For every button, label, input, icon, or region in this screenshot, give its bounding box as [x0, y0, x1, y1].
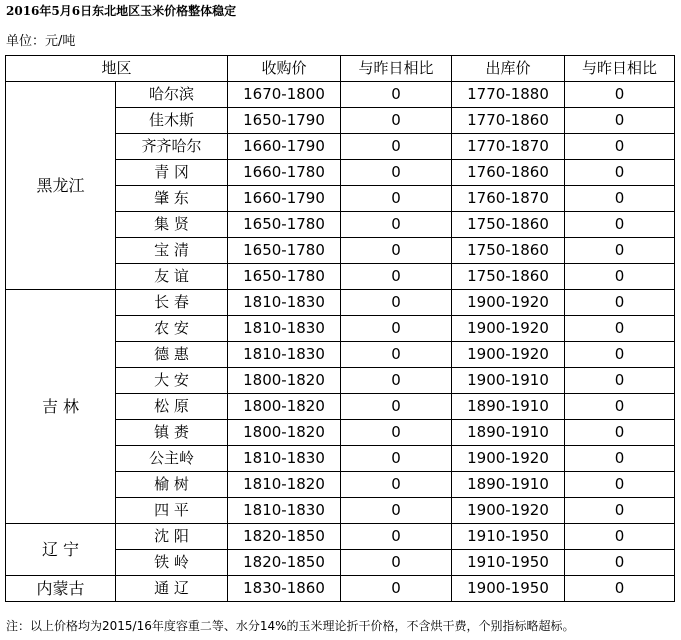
city-cell: 公主岭: [116, 446, 228, 472]
outbound-price-cell: 1890-1910: [452, 472, 565, 498]
purchase-price-cell: 1810-1820: [228, 472, 341, 498]
outbound-price-cell: 1750-1860: [452, 264, 565, 290]
purchase-price-cell: 1650-1790: [228, 108, 341, 134]
purchase-change-cell: 0: [341, 212, 452, 238]
outbound-price-cell: 1900-1950: [452, 576, 565, 602]
outbound-price-cell: 1770-1860: [452, 108, 565, 134]
purchase-price-cell: 1830-1860: [228, 576, 341, 602]
outbound-price-cell: 1900-1920: [452, 446, 565, 472]
header-purchase-change: 与昨日相比: [341, 56, 452, 82]
outbound-price-cell: 1890-1910: [452, 420, 565, 446]
outbound-price-cell: 1910-1950: [452, 524, 565, 550]
unit-label: 单位：元/吨: [6, 34, 76, 49]
outbound-price-cell: 1900-1910: [452, 368, 565, 394]
city-cell: 榆 树: [116, 472, 228, 498]
purchase-price-cell: 1820-1850: [228, 550, 341, 576]
purchase-price-cell: 1660-1790: [228, 186, 341, 212]
city-cell: 长 春: [116, 290, 228, 316]
header-region: 地区: [6, 56, 228, 82]
city-cell: 哈尔滨: [116, 82, 228, 108]
outbound-price-cell: 1890-1910: [452, 394, 565, 420]
outbound-change-cell: 0: [565, 420, 675, 446]
outbound-change-cell: 0: [565, 186, 675, 212]
purchase-price-cell: 1810-1830: [228, 342, 341, 368]
city-cell: 齐齐哈尔: [116, 134, 228, 160]
city-cell: 肇 东: [116, 186, 228, 212]
outbound-change-cell: 0: [565, 134, 675, 160]
outbound-price-cell: 1750-1860: [452, 212, 565, 238]
outbound-price-cell: 1900-1920: [452, 290, 565, 316]
outbound-change-cell: 0: [565, 212, 675, 238]
outbound-change-cell: 0: [565, 82, 675, 108]
outbound-change-cell: 0: [565, 446, 675, 472]
city-cell: 青 冈: [116, 160, 228, 186]
outbound-price-cell: 1900-1920: [452, 498, 565, 524]
purchase-change-cell: 0: [341, 368, 452, 394]
outbound-change-cell: 0: [565, 160, 675, 186]
purchase-price-cell: 1810-1830: [228, 446, 341, 472]
header-purchase-price: 收购价: [228, 56, 341, 82]
purchase-change-cell: 0: [341, 316, 452, 342]
city-cell: 沈 阳: [116, 524, 228, 550]
city-cell: 松 原: [116, 394, 228, 420]
city-cell: 镇 赉: [116, 420, 228, 446]
purchase-price-cell: 1650-1780: [228, 212, 341, 238]
table-header-row: [6, 56, 675, 82]
outbound-price-cell: 1900-1920: [452, 316, 565, 342]
purchase-change-cell: 0: [341, 420, 452, 446]
purchase-change-cell: 0: [341, 550, 452, 576]
outbound-change-cell: 0: [565, 264, 675, 290]
purchase-change-cell: 0: [341, 446, 452, 472]
city-cell: 铁 岭: [116, 550, 228, 576]
header-outbound-change: 与昨日相比: [565, 56, 675, 82]
purchase-change-cell: 0: [341, 524, 452, 550]
purchase-price-cell: 1670-1800: [228, 82, 341, 108]
purchase-change-cell: 0: [341, 472, 452, 498]
outbound-change-cell: 0: [565, 524, 675, 550]
outbound-price-cell: 1770-1870: [452, 134, 565, 160]
city-cell: 通 辽: [116, 576, 228, 602]
purchase-change-cell: 0: [341, 498, 452, 524]
outbound-change-cell: 0: [565, 342, 675, 368]
table-row: [6, 82, 675, 108]
city-cell: 大 安: [116, 368, 228, 394]
outbound-change-cell: 0: [565, 576, 675, 602]
city-cell: 德 惠: [116, 342, 228, 368]
city-cell: 集 贤: [116, 212, 228, 238]
purchase-change-cell: 0: [341, 290, 452, 316]
purchase-price-cell: 1650-1780: [228, 238, 341, 264]
city-cell: 四 平: [116, 498, 228, 524]
purchase-change-cell: 0: [341, 134, 452, 160]
purchase-price-cell: 1810-1830: [228, 290, 341, 316]
outbound-price-cell: 1760-1860: [452, 160, 565, 186]
purchase-change-cell: 0: [341, 264, 452, 290]
purchase-price-cell: 1650-1780: [228, 264, 341, 290]
region-cell: 辽 宁: [6, 524, 116, 576]
purchase-change-cell: 0: [341, 576, 452, 602]
purchase-price-cell: 1820-1850: [228, 524, 341, 550]
purchase-price-cell: 1800-1820: [228, 394, 341, 420]
purchase-price-cell: 1810-1830: [228, 498, 341, 524]
outbound-price-cell: 1910-1950: [452, 550, 565, 576]
purchase-price-cell: 1660-1790: [228, 134, 341, 160]
table-row: [6, 290, 675, 316]
outbound-change-cell: 0: [565, 368, 675, 394]
outbound-price-cell: 1770-1880: [452, 82, 565, 108]
purchase-change-cell: 0: [341, 342, 452, 368]
outbound-change-cell: 0: [565, 316, 675, 342]
table-body: [6, 82, 675, 602]
city-cell: 佳木斯: [116, 108, 228, 134]
header-outbound-price: 出库价: [452, 56, 565, 82]
region-cell: 内蒙古: [6, 576, 116, 602]
city-cell: 农 安: [116, 316, 228, 342]
purchase-change-cell: 0: [341, 160, 452, 186]
city-cell: 友 谊: [116, 264, 228, 290]
table-row: [6, 576, 675, 602]
purchase-change-cell: 0: [341, 238, 452, 264]
outbound-change-cell: 0: [565, 550, 675, 576]
purchase-price-cell: 1800-1820: [228, 368, 341, 394]
outbound-change-cell: 0: [565, 108, 675, 134]
outbound-change-cell: 0: [565, 290, 675, 316]
purchase-price-cell: 1810-1830: [228, 316, 341, 342]
purchase-change-cell: 0: [341, 108, 452, 134]
city-cell: 宝 清: [116, 238, 228, 264]
purchase-price-cell: 1800-1820: [228, 420, 341, 446]
page-title: 2016年5月6日东北地区玉米价格整体稳定: [6, 4, 237, 18]
table-row: [6, 524, 675, 550]
outbound-price-cell: 1750-1860: [452, 238, 565, 264]
purchase-change-cell: 0: [341, 394, 452, 420]
outbound-price-cell: 1900-1920: [452, 342, 565, 368]
outbound-change-cell: 0: [565, 472, 675, 498]
region-cell: 黑龙江: [6, 82, 116, 290]
outbound-change-cell: 0: [565, 394, 675, 420]
region-cell: 吉 林: [6, 290, 116, 524]
outbound-change-cell: 0: [565, 238, 675, 264]
purchase-change-cell: 0: [341, 82, 452, 108]
outbound-change-cell: 0: [565, 498, 675, 524]
purchase-price-cell: 1660-1780: [228, 160, 341, 186]
outbound-price-cell: 1760-1870: [452, 186, 565, 212]
purchase-change-cell: 0: [341, 186, 452, 212]
price-table: [5, 55, 675, 602]
footnote: 注：以上价格均为2015/16年度容重二等、水分14%的玉米理论折干价格，不含烘干费，个别指标略超标。: [6, 619, 575, 633]
